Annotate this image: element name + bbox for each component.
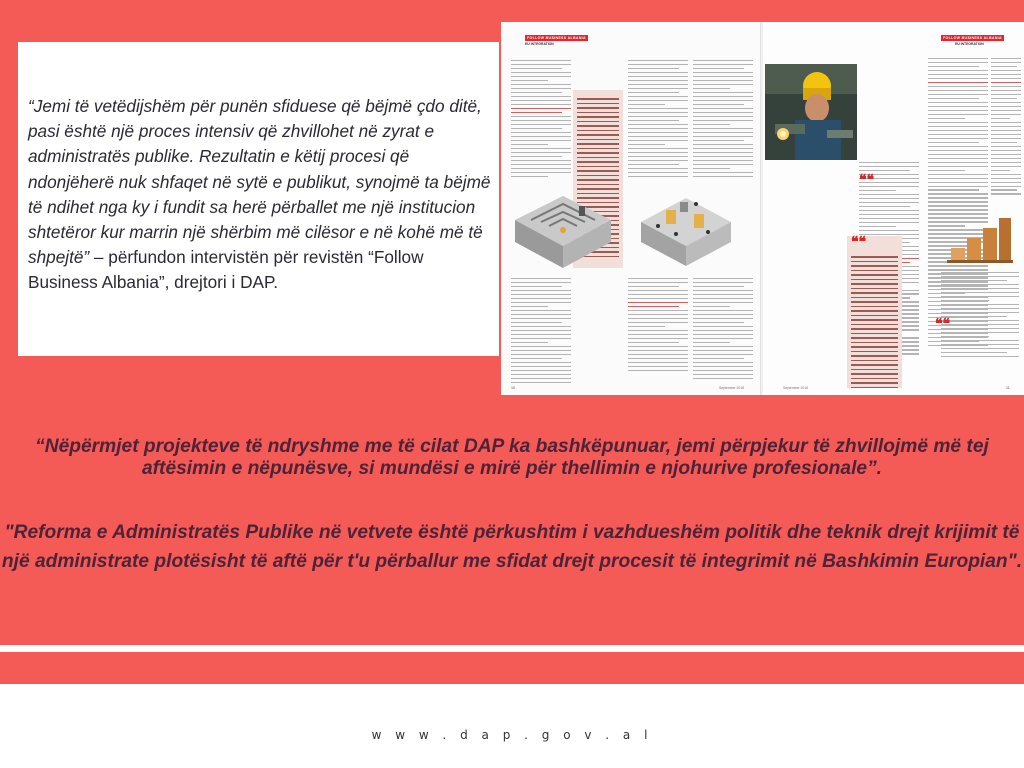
quote-mark-icon: ❝❝ <box>859 172 875 188</box>
left-column-1 <box>511 60 571 180</box>
coral-stripe <box>0 652 1024 684</box>
issue-date-right: September 2018 <box>783 386 809 390</box>
welder-photo <box>765 64 857 160</box>
quote-attribution: – përfundon intervistën për revistën “Follow Business Albania”, drejtori i DAP. <box>28 247 424 293</box>
left-column-2-lower <box>628 278 688 374</box>
magazine-right-tag: FOLLOW BUSINESS ALBANIA <box>943 36 1002 40</box>
magazine-left-section: EU INTEGRATION <box>525 42 554 46</box>
website-url: w w w . d a p . g o v . a l <box>371 728 653 742</box>
coins-illustration <box>941 212 1016 267</box>
magazine-left-page <box>501 22 762 395</box>
quote-mark-icon: ❝❝ <box>935 316 951 332</box>
right-column-3-lower <box>941 272 1019 360</box>
left-column-1-lower <box>511 278 571 386</box>
right-column-3 <box>991 58 1021 197</box>
page-number-left: 10 <box>511 386 515 390</box>
reform-quote: "Reforma e Administratës Publike në vetvete është përkushtim i vazhdueshëm politik dhe teknik drejt krijimit të një administrate plotësisht të aftë për t'u përballur me sfidat drejt procesit të integrimit në Bashkimin Europian". <box>1 522 1023 572</box>
right-pull-quote-box <box>847 236 902 388</box>
left-column-3 <box>693 60 753 180</box>
projects-quote: “Nëpërmjet projekteve të ndryshme me të cilat DAP ka bashkëpunuar, jemi përpjekur të zhvillojmë më tej aftësimin e nëpunësve, si mundësi e mirë për thellimin e njohurive profesionale”. <box>35 436 989 479</box>
blocks-illustration <box>636 188 736 273</box>
magazine-right-section: EU INTEGRATION <box>955 42 984 46</box>
maze-illustration <box>511 188 616 273</box>
magazine-left-tag: FOLLOW BUSINESS ALBANIA <box>527 36 586 40</box>
interview-quote-card <box>18 42 499 356</box>
interview-quote <box>28 94 493 296</box>
magazine-spread-image <box>501 22 1024 395</box>
issue-date-left: September 2018 <box>719 386 745 390</box>
director-quote-text: “Jemi të vetëdijshëm për punën sfiduese që bëjmë çdo ditë, pasi është një proces intensiv që zhvillohet në zyrat e administratës publike. Rezultatin e këtij procesi që ndonjëherë nuk shfaqet në sytë e publikut, synojmë ta bëjmë të ndihet nga ky i fundit sa herë përballet me një institucion shtetëror kur marrin një shërbim më cilësor e në kohë më të shpejtë” <box>28 96 491 268</box>
quote-mark-icon: ❝❝ <box>851 234 867 250</box>
left-column-3-lower <box>693 278 753 382</box>
page-number-right: 11 <box>1006 386 1010 390</box>
left-column-2 <box>628 60 688 180</box>
